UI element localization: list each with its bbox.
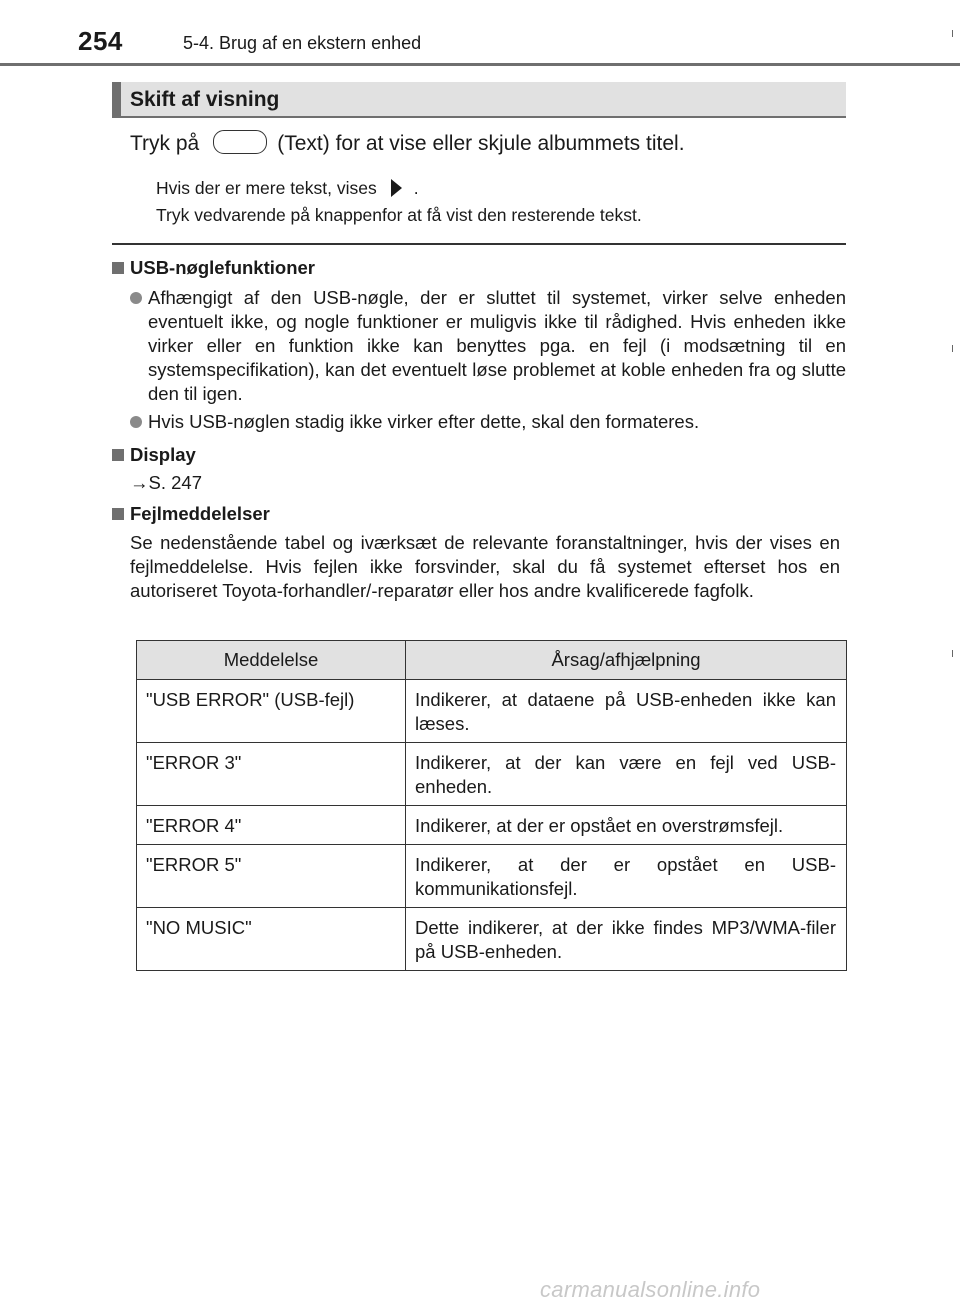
square-bullet-icon xyxy=(112,449,124,461)
note-hold-button: Tryk vedvarende på knappenfor at få vist den resterende tekst. xyxy=(156,205,642,225)
table-cell-message: "NO MUSIC" xyxy=(137,908,406,971)
section-title: Skift af visning xyxy=(130,88,280,111)
usb-heading xyxy=(112,256,315,280)
table-cell-message: "USB ERROR" (USB-fejl) xyxy=(137,680,406,743)
divider xyxy=(112,243,846,245)
text-button-icon xyxy=(213,130,267,154)
round-bullet-icon xyxy=(130,292,142,304)
table-cell-cause: Indikerer, at der er opstået en overstrømsfejl. xyxy=(406,806,847,845)
display-heading xyxy=(112,443,196,467)
crop-mark xyxy=(952,650,953,657)
usb-heading-text: USB-nøglefunktioner xyxy=(130,257,315,278)
table-row xyxy=(137,743,847,806)
column-header-cause: Årsag/afhjælpning xyxy=(406,641,847,680)
note-text-pre: Hvis der er mere tekst, vises xyxy=(156,178,377,198)
table-cell-message: "ERROR 4" xyxy=(137,806,406,845)
errors-intro: Se nedenstående tabel og iværksæt de relevante foranstaltninger, hvis der vises en fejlmeddelelse. Hvis fejlen ikke forsvinder, skal du få systemet efterset hos en autoriseret Toyota-forhandler/-reparatør eller hos andre kvalificerede fagfolk. xyxy=(130,532,840,601)
error-message-table xyxy=(136,640,847,971)
table-cell-cause: Indikerer, at dataene på USB-enheden ikke kan læses. xyxy=(406,680,847,743)
page-number: 254 xyxy=(78,26,123,56)
errors-heading xyxy=(112,502,270,526)
note-more-text xyxy=(156,177,419,199)
lead-instruction xyxy=(130,131,685,157)
page-header xyxy=(0,0,960,70)
table-header-row xyxy=(137,641,847,680)
table-cell-cause: Dette indikerer, at der ikke findes MP3/WMA-filer på USB-enheden. xyxy=(406,908,847,971)
square-bullet-icon xyxy=(112,262,124,274)
lead-text-pre: Tryk på xyxy=(130,132,200,155)
table-cell-message: "ERROR 3" xyxy=(137,743,406,806)
table-cell-cause: Indikerer, at der er opstået en USB-kommunikationsfejl. xyxy=(406,845,847,908)
display-page-ref: →S. 247 xyxy=(130,472,202,493)
watermark: carmanualsonline.info xyxy=(540,1277,761,1302)
crop-mark xyxy=(952,30,953,37)
note-text-post: . xyxy=(413,178,419,198)
usb-bullet-1 xyxy=(130,286,846,406)
round-bullet-icon xyxy=(130,416,142,428)
table-row xyxy=(137,680,847,743)
table-row xyxy=(137,908,847,971)
usb-bullet-1-text: Afhængigt af den USB-nøgle, der er sluttet til systemet, virker selve enheden eventuelt ikke, og nogle funktioner er muligvis ikke til rådighed. Hvis enheden ikke virker eller en funktion ikke kan benyttes pga. en fejl (i modsætning til en systemspecifikation), kan det eventuelt løse problemet at koble enheden fra og slutte den til igen. xyxy=(148,287,846,404)
crop-mark xyxy=(952,345,953,352)
table-row xyxy=(137,806,847,845)
arrow-right-icon xyxy=(391,179,402,197)
column-header-message: Meddelelse xyxy=(137,641,406,680)
usb-bullet-2-text: Hvis USB-nøglen stadig ikke virker efter dette, skal den formateres. xyxy=(148,411,700,432)
section-tab-marker xyxy=(112,82,121,116)
errors-heading-text: Fejlmeddelelser xyxy=(130,503,270,524)
table-cell-cause: Indikerer, at der kan være en fejl ved USB-enheden. xyxy=(406,743,847,806)
section-title-bar xyxy=(112,82,846,118)
header-rule xyxy=(0,63,960,66)
breadcrumb: 5-4. Brug af en ekstern enhed xyxy=(183,33,422,53)
usb-bullet-2 xyxy=(130,410,846,434)
display-heading-text: Display xyxy=(130,444,196,465)
table-cell-message: "ERROR 5" xyxy=(137,845,406,908)
lead-text-post: (Text) for at vise eller skjule albummets titel. xyxy=(277,132,685,155)
square-bullet-icon xyxy=(112,508,124,520)
table-row xyxy=(137,845,847,908)
